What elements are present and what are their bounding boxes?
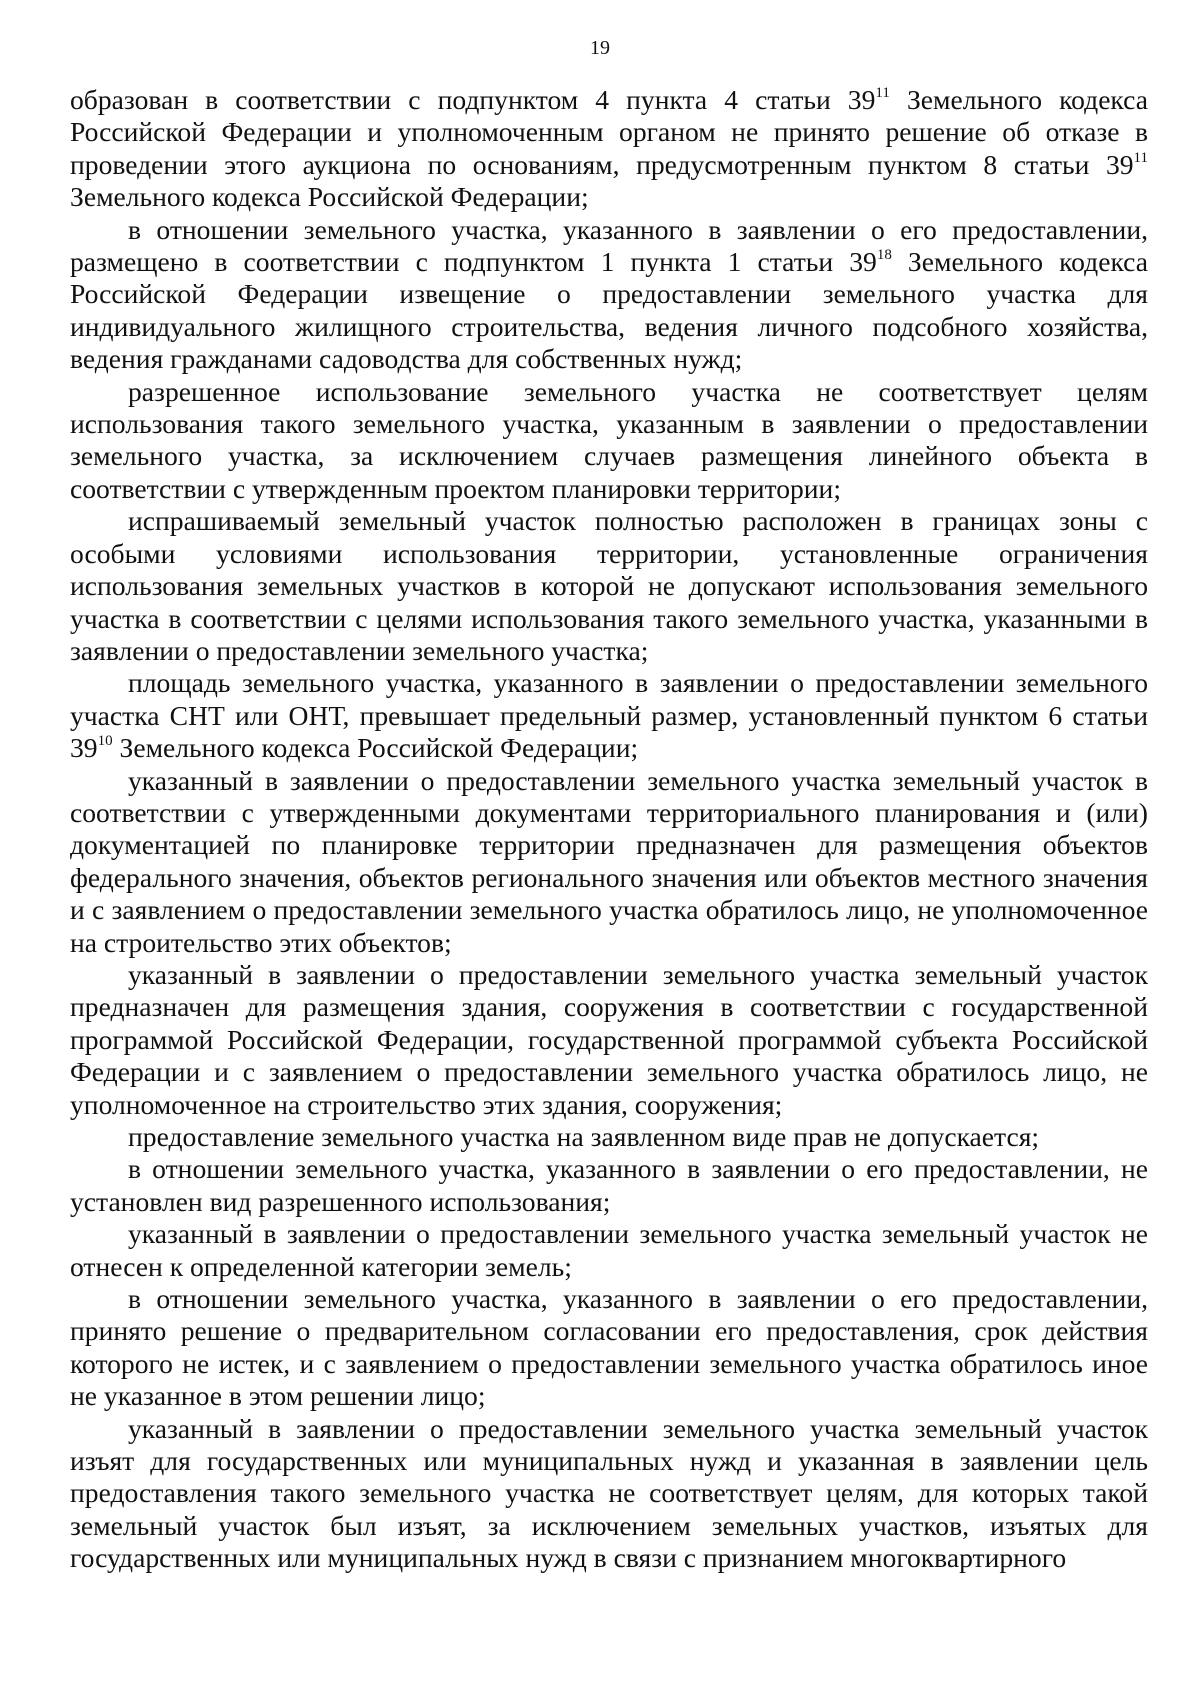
text-segment: в отношении земельного участка, указанного в заявлении о его предоставлении, размещено в соответствии с подпунктом 1 пункта 1 статьи 39 xyxy=(70,213,1148,278)
paragraph xyxy=(70,1218,1148,1283)
text-segment: указанный в заявлении о предоставлении земельного участка земельный участок изъят для государственных или муниципальных нужд и указанная в заявлении цель предоставления такого земельного участка не соответствует целям, для которых такой земельный участок был изъят, за исключением земельных участков, изъятых для государственных или муниципальных нужд в связи с признанием многоквартирного xyxy=(70,1412,1148,1574)
paragraph xyxy=(70,84,1148,214)
page-number: 19 xyxy=(590,37,610,59)
superscript-index: 10 xyxy=(97,732,113,749)
text-segment: указанный в заявлении о предоставлении земельного участка земельный участок в соответствии с утвержденными документами территориального планирования и (или) документацией по планировке территории предназначен для размещения объектов федерального значения, объектов регионального значения или объектов местного значения и с заявлением о предоставлении земельного участка обратилось лицо, не уполномоченное на строительство этих объектов; xyxy=(70,764,1148,958)
text-segment: в отношении земельного участка, указанного в заявлении о его предоставлении, не установлен вид разрешенного использования; xyxy=(70,1153,1148,1217)
paragraph xyxy=(70,667,1148,764)
paragraph xyxy=(70,214,1148,376)
paragraph xyxy=(70,505,1148,667)
document-body xyxy=(70,84,1148,1575)
paragraph xyxy=(70,959,1148,1121)
superscript-index: 11 xyxy=(875,84,890,101)
text-segment: образован в соответствии с подпунктом 4 пункта 4 статьи 39 xyxy=(70,84,876,115)
text-segment: площадь земельного участка, указанного в заявлении о предоставлении земельного участка СНТ или ОНТ, превышает предельный размер, установленный пунктом 6 статьи 39 xyxy=(70,667,1148,764)
superscript-index: 11 xyxy=(1133,149,1148,166)
paragraph xyxy=(70,1153,1148,1218)
text-segment: Земельного кодекса Российской Федерации; xyxy=(70,181,589,213)
text-segment: Земельного кодекса Российской Федерации и уполномоченным органом не принято решение об отказе в проведении этого аукциона по основаниям, предусмотренным пунктом 8 статьи 39 xyxy=(70,84,1148,180)
text-segment: Земельного кодекса Российской Федерации извещение о предоставлении земельного участка для индивидуального жилищного строительства, ведения личного подсобного хозяйства, ведения гражданами садоводства для собственных нужд; xyxy=(70,246,1148,375)
paragraph xyxy=(70,1121,1148,1153)
text-segment: в отношении земельного участка, указанного в заявлении о его предоставлении, принято решение о предварительном согласовании его предоставления, срок действия которого не истек, и с заявлением о предоставлении земельного участка обратилось иное не указанное в этом решении лицо; xyxy=(70,1283,1148,1412)
paragraph xyxy=(70,1283,1148,1413)
text-segment: предоставление земельного участка на заявленном виде прав не допускается; xyxy=(128,1121,1040,1152)
text-segment: испрашиваемый земельный участок полностью расположен в границах зоны с особыми условиями использования территории, установленные ограничения использования земельных участков в которой не допускают использования земельного участка в соответствии с целями использования такого земельного участка, указанными в заявлении о предоставлении земельного участка; xyxy=(70,505,1148,666)
paragraph xyxy=(70,376,1148,506)
text-segment: Земельного кодекса Российской Федерации; xyxy=(112,732,639,764)
text-segment: указанный в заявлении о предоставлении земельного участка земельный участок не отнесен к определенной категории земель; xyxy=(70,1218,1148,1282)
paragraph xyxy=(70,765,1148,959)
superscript-index: 18 xyxy=(876,246,892,263)
text-segment: разрешенное использование земельного участка не соответствует целям использования такого земельного участка, указанным в заявлении о предоставлении земельного участка, за исключением случаев размещения линейного объекта в соответствии с утвержденным проектом планировки территории; xyxy=(70,375,1148,504)
text-segment: указанный в заявлении о предоставлении земельного участка земельный участок предназначен для размещения здания, сооружения в соответствии с государственной программой Российской Федерации, государственной программой субъекта Российской Федерации и с заявлением о предоставлении земельного участка обратилось лицо, не уполномоченное на строительство этих здания, сооружения; xyxy=(70,958,1148,1120)
paragraph xyxy=(70,1413,1148,1575)
